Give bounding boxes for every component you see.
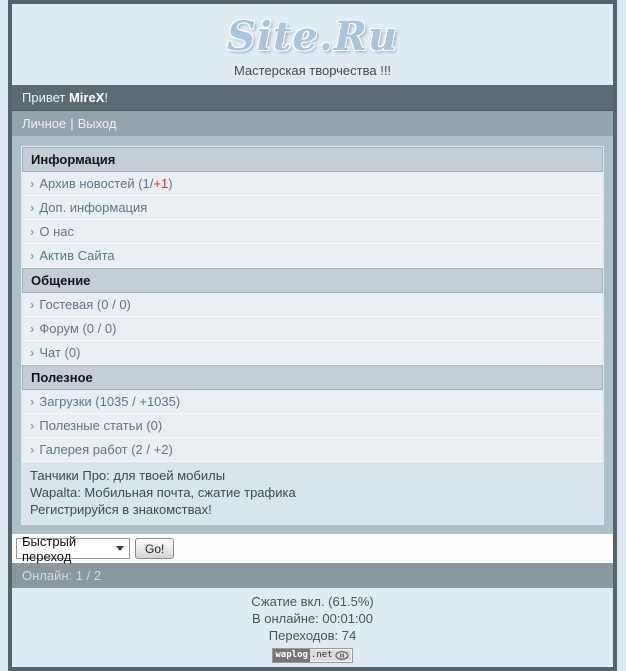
menu-item-link[interactable]: Полезные статьи (0) bbox=[39, 418, 163, 433]
menu-item-link[interactable]: Форум (0 / 0) bbox=[39, 321, 117, 336]
hits-counter: Переходов: 74 bbox=[268, 628, 357, 643]
chevron-right-icon: › bbox=[30, 224, 35, 239]
menu-item-link[interactable]: Загрузки (1035 / +1035) bbox=[39, 394, 181, 409]
main-content bbox=[12, 136, 613, 534]
chevron-right-icon: › bbox=[30, 321, 35, 336]
menu-item-about[interactable] bbox=[22, 220, 603, 244]
online-status-bar: Онлайн: 1 / 2 bbox=[12, 563, 613, 588]
menu-item-extra-info[interactable] bbox=[22, 196, 603, 220]
greeting-bar bbox=[12, 85, 613, 110]
compression-status: Сжатие вкл. (61.5%) bbox=[251, 594, 374, 609]
ad-link-dating[interactable]: Регистрируйся в знакомствах! bbox=[30, 502, 212, 517]
nav-bar bbox=[12, 110, 613, 136]
chevron-right-icon: › bbox=[30, 248, 35, 263]
menu-item-chat[interactable] bbox=[22, 341, 603, 365]
section-header-communication: Общение bbox=[22, 268, 603, 293]
section-header-info: Информация bbox=[22, 147, 603, 172]
chevron-right-icon: › bbox=[30, 442, 35, 457]
chevron-right-icon: › bbox=[30, 345, 35, 360]
chevron-right-icon: › bbox=[30, 176, 35, 191]
new-count-badge: +1 bbox=[153, 176, 169, 191]
site-logo: Site.Ru bbox=[226, 13, 399, 60]
username: MireX bbox=[68, 90, 105, 105]
nav-separator: | bbox=[70, 116, 74, 131]
waplog-eye-icon bbox=[335, 651, 349, 660]
menu-card bbox=[21, 146, 604, 525]
greeting-suffix: ! bbox=[104, 90, 108, 105]
menu-item-link[interactable]: Чат (0) bbox=[39, 345, 81, 360]
menu-item-gallery[interactable] bbox=[22, 438, 603, 462]
quick-jump-bar bbox=[12, 534, 613, 563]
site-container bbox=[8, 0, 617, 671]
menu-item-link[interactable]: Доп. информация bbox=[39, 200, 148, 215]
ad-link-wapalta[interactable]: Wapalta: Мобильная почта, сжатие трафика bbox=[30, 485, 296, 500]
ad-block bbox=[22, 462, 603, 524]
chevron-right-icon: › bbox=[30, 418, 35, 433]
menu-item-guestbook[interactable] bbox=[22, 293, 603, 317]
menu-item-downloads[interactable] bbox=[22, 390, 603, 414]
menu-item-link[interactable]: О нас bbox=[39, 224, 74, 239]
site-header bbox=[12, 4, 613, 85]
menu-item-link[interactable]: Актив Сайта bbox=[39, 248, 115, 263]
quick-jump-select[interactable] bbox=[16, 533, 130, 564]
quick-jump-selected-value: Быстрый переход bbox=[22, 533, 77, 564]
menu-item-forum[interactable] bbox=[22, 317, 603, 341]
menu-item-articles[interactable] bbox=[22, 414, 603, 438]
chevron-right-icon: › bbox=[30, 297, 35, 312]
greeting-prefix: Привет bbox=[22, 90, 69, 105]
chevron-right-icon: › bbox=[30, 200, 35, 215]
menu-item-site-activity[interactable] bbox=[22, 244, 603, 268]
nav-link-personal[interactable]: Личное bbox=[22, 116, 67, 131]
menu-item-link[interactable]: Галерея работ (2 / +2) bbox=[39, 442, 173, 457]
dropdown-arrow-icon bbox=[116, 546, 124, 551]
menu-item-news-archive[interactable] bbox=[22, 172, 603, 196]
section-header-useful: Полезное bbox=[22, 365, 603, 390]
waplog-counter-badge[interactable]: waplog .net bbox=[272, 648, 352, 663]
nav-link-logout[interactable]: Выход bbox=[77, 116, 117, 131]
menu-item-link[interactable]: Гостевая (0 / 0) bbox=[39, 297, 131, 312]
site-subtitle: Мастерская творчества !!! bbox=[233, 63, 392, 78]
menu-item-link[interactable]: Архив новостей (1/+1) bbox=[39, 176, 173, 191]
ad-link-tanks[interactable]: Танчики Про: для твоей мобилы bbox=[30, 468, 226, 483]
go-button[interactable]: Go! bbox=[135, 538, 174, 559]
site-footer bbox=[12, 588, 613, 667]
chevron-right-icon: › bbox=[30, 394, 35, 409]
online-time: В онлайне: 00:01:00 bbox=[251, 611, 373, 626]
